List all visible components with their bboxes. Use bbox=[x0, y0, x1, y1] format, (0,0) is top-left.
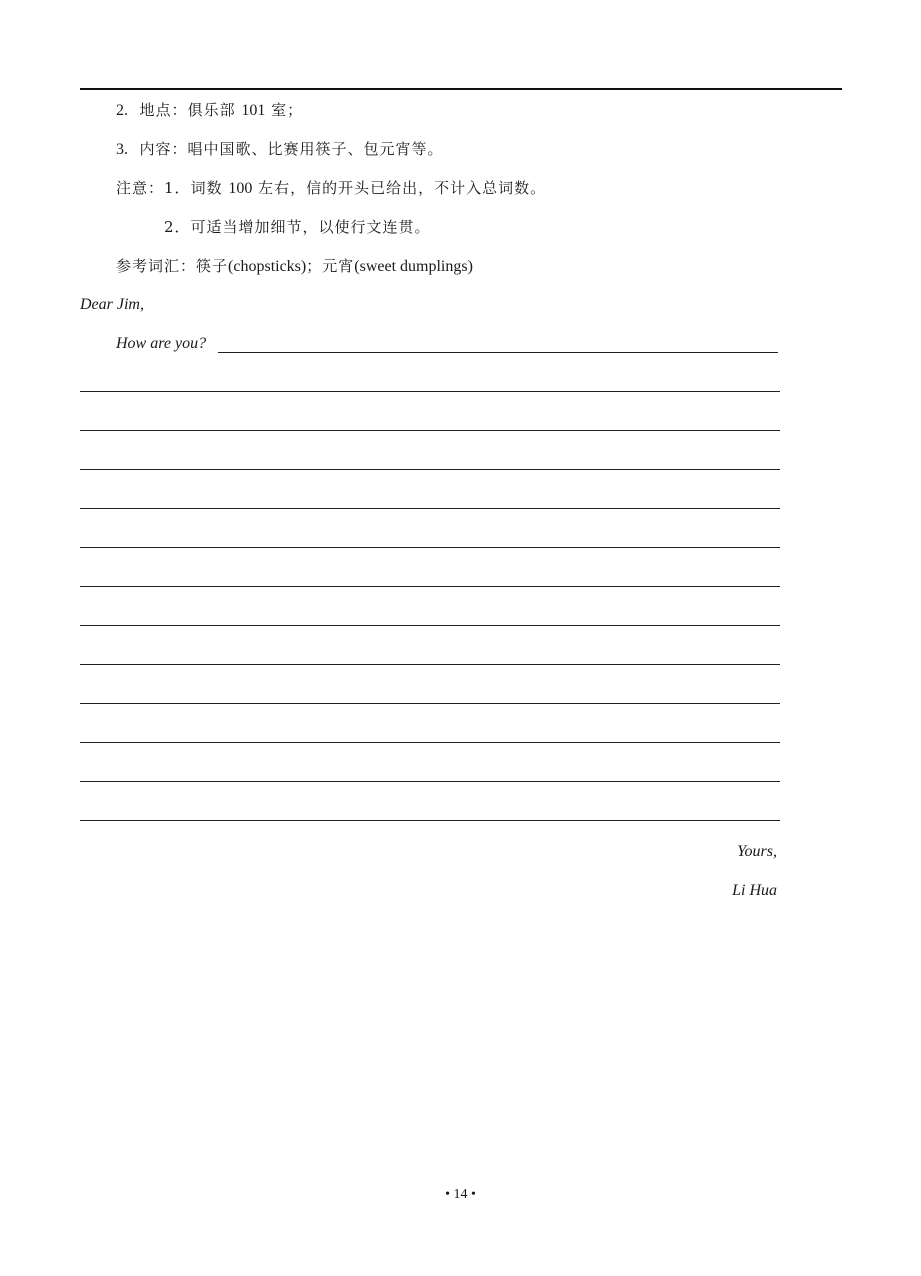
vocab-word-cn: 元宵 bbox=[322, 257, 355, 275]
writing-line[interactable] bbox=[80, 586, 780, 587]
place-name: 俱乐部 bbox=[187, 101, 236, 119]
vocabulary-label: 参考词汇： bbox=[116, 257, 197, 275]
writing-line[interactable] bbox=[80, 508, 780, 509]
item-label: 地点： bbox=[139, 101, 188, 119]
letter-opening: How are you? bbox=[116, 335, 207, 352]
requirement-item-place bbox=[116, 100, 303, 121]
writing-line[interactable] bbox=[80, 430, 780, 431]
vocab-word-cn: 筷子 bbox=[196, 257, 229, 275]
room-number: 101 bbox=[241, 102, 266, 119]
note-2 bbox=[164, 217, 431, 237]
writing-line[interactable] bbox=[80, 391, 780, 392]
note-text: 词数 bbox=[190, 179, 223, 197]
reference-vocabulary bbox=[116, 256, 473, 277]
letter-salutation: Dear Jim, bbox=[80, 296, 144, 313]
notes-label: 注意： bbox=[116, 179, 165, 197]
writing-line[interactable] bbox=[80, 820, 780, 821]
note-1 bbox=[116, 178, 546, 199]
letter-signature: Li Hua bbox=[732, 882, 777, 899]
page-number: • 14 • bbox=[445, 1187, 476, 1202]
vocab-separator: ； bbox=[306, 257, 323, 275]
note-text: 可适当增加细节，以使行文连贯。 bbox=[190, 218, 431, 236]
header-rule bbox=[80, 88, 842, 90]
item-number: 3. bbox=[116, 141, 128, 158]
vocab-word-en: (sweet dumplings) bbox=[354, 258, 473, 275]
item-number: 2. bbox=[116, 102, 128, 119]
letter-closing: Yours, bbox=[737, 843, 777, 860]
word-count: 100 bbox=[228, 180, 253, 197]
note-number: 1． bbox=[164, 179, 191, 197]
writing-line[interactable] bbox=[80, 664, 780, 665]
writing-line[interactable] bbox=[80, 742, 780, 743]
requirement-item-content bbox=[116, 139, 444, 160]
writing-line[interactable] bbox=[218, 352, 778, 353]
writing-line[interactable] bbox=[80, 469, 780, 470]
room-suffix: 室； bbox=[271, 101, 304, 119]
item-text: 内容：唱中国歌、比赛用筷子、包元宵等。 bbox=[139, 140, 444, 158]
writing-line[interactable] bbox=[80, 547, 780, 548]
writing-line[interactable] bbox=[80, 625, 780, 626]
writing-line[interactable] bbox=[80, 781, 780, 782]
note-text: 左右，信的开头已给出，不计入总词数。 bbox=[258, 179, 547, 197]
note-number: 2． bbox=[164, 218, 191, 236]
writing-line[interactable] bbox=[80, 703, 780, 704]
vocab-word-en: (chopsticks) bbox=[228, 258, 307, 275]
